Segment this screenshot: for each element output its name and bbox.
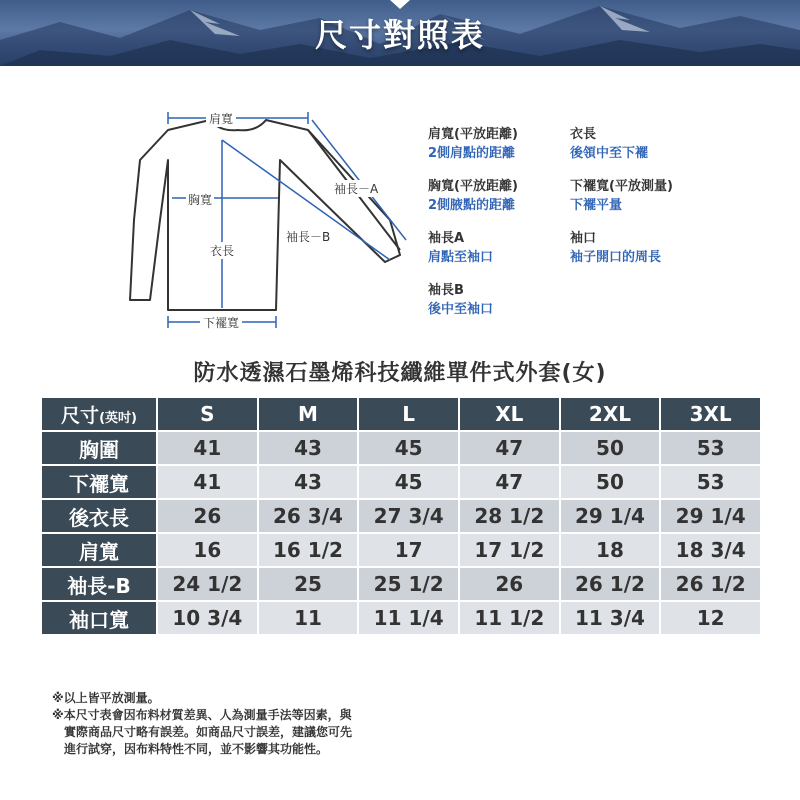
table-cell: 25 <box>259 568 358 600</box>
table-cell: 41 <box>158 466 257 498</box>
size-header-2xl: 2XL <box>561 398 660 430</box>
table-cell: 47 <box>460 432 559 464</box>
table-cell: 18 <box>561 534 660 566</box>
table-cell: 53 <box>661 466 760 498</box>
table-cell: 11 <box>259 602 358 634</box>
label-length: 衣長 <box>210 244 235 258</box>
table-cell: 45 <box>359 466 458 498</box>
label-sleeve-b: 袖長－B <box>286 230 331 244</box>
measurement-legend <box>428 125 758 325</box>
table-cell: 26 1/2 <box>661 568 760 600</box>
legend-item-chest: 胸寬(平放距離) 2側腋點的距離 <box>428 179 518 213</box>
footnotes <box>52 690 412 758</box>
table-cell: 18 3/4 <box>661 534 760 566</box>
row-label: 袖口寬 <box>42 602 156 634</box>
label-sleeve-a: 袖長－A <box>334 182 379 196</box>
table-cell: 47 <box>460 466 559 498</box>
size-header-m: M <box>259 398 358 430</box>
table-cell: 17 1/2 <box>460 534 559 566</box>
table-cell: 12 <box>661 602 760 634</box>
label-shoulder: 肩寬 <box>206 110 236 127</box>
table-cell: 29 1/4 <box>561 500 660 532</box>
corner-header: 尺寸(英吋) <box>42 398 156 430</box>
page-title: 尺寸對照表 <box>314 16 485 54</box>
table-row <box>42 602 760 634</box>
footnote-item: ※本尺寸表會因布料材質差異、人為測量手法等因素，與 實際商品尺寸略有誤差。如商品尺寸誤差，建議您可先 進行試穿，因布料特性不同，並不影響其功能性。 <box>52 708 353 756</box>
table-row <box>42 534 760 566</box>
header-banner <box>0 0 800 66</box>
table-row <box>42 500 760 532</box>
table-cell: 43 <box>259 466 358 498</box>
table-cell: 25 1/2 <box>359 568 458 600</box>
row-label: 後衣長 <box>42 500 156 532</box>
table-cell: 50 <box>561 432 660 464</box>
table-cell: 10 3/4 <box>158 602 257 634</box>
table-cell: 16 1/2 <box>259 534 358 566</box>
legend-item-sleeve-a: 袖長A 肩點至袖口 <box>428 231 494 265</box>
table-cell: 11 1/4 <box>359 602 458 634</box>
label-chest: 胸寬 <box>188 193 213 207</box>
size-header-xl: XL <box>460 398 559 430</box>
row-label: 下襬寬 <box>42 466 156 498</box>
table-cell: 45 <box>359 432 458 464</box>
banner-pointer <box>390 0 410 9</box>
table-row <box>42 466 760 498</box>
table-cell: 26 1/2 <box>561 568 660 600</box>
table-cell: 28 1/2 <box>460 500 559 532</box>
legend-item-shoulder: 肩寬(平放距離) 2側肩點的距離 <box>428 127 518 161</box>
size-header-3xl: 3XL <box>661 398 760 430</box>
table-cell: 43 <box>259 432 358 464</box>
garment-diagram <box>100 100 430 340</box>
legend-item-sleeve-b: 袖長B 後中至袖口 <box>428 283 494 317</box>
table-cell: 26 3/4 <box>259 500 358 532</box>
table-cell: 26 <box>460 568 559 600</box>
table-row <box>42 432 760 464</box>
table-header-row <box>42 398 760 430</box>
legend-item-hem: 下襬寬(平放測量) 下襬平量 <box>570 179 673 213</box>
row-label: 肩寬 <box>42 534 156 566</box>
footnote-item: ※以上皆平放測量。 <box>52 691 160 705</box>
table-cell: 16 <box>158 534 257 566</box>
table-cell: 41 <box>158 432 257 464</box>
table-row <box>42 568 760 600</box>
table-cell: 27 3/4 <box>359 500 458 532</box>
table-cell: 11 3/4 <box>561 602 660 634</box>
size-chart-table <box>40 396 762 636</box>
row-label: 袖長-B <box>42 568 156 600</box>
table-cell: 24 1/2 <box>158 568 257 600</box>
size-header-s: S <box>158 398 257 430</box>
table-cell: 17 <box>359 534 458 566</box>
product-title: 防水透濕石墨烯科技纖維單件式外套(女) <box>193 361 607 386</box>
table-cell: 53 <box>661 432 760 464</box>
table-cell: 26 <box>158 500 257 532</box>
label-hem: 下襬寬 <box>200 314 242 331</box>
table-cell: 50 <box>561 466 660 498</box>
jacket-outline <box>100 100 430 340</box>
size-header-l: L <box>359 398 458 430</box>
table-cell: 11 1/2 <box>460 602 559 634</box>
row-label: 胸圍 <box>42 432 156 464</box>
legend-item-cuff: 袖口 袖子開口的周長 <box>570 231 662 265</box>
legend-item-length: 衣長 後領中至下襬 <box>570 127 649 161</box>
table-cell: 29 1/4 <box>661 500 760 532</box>
